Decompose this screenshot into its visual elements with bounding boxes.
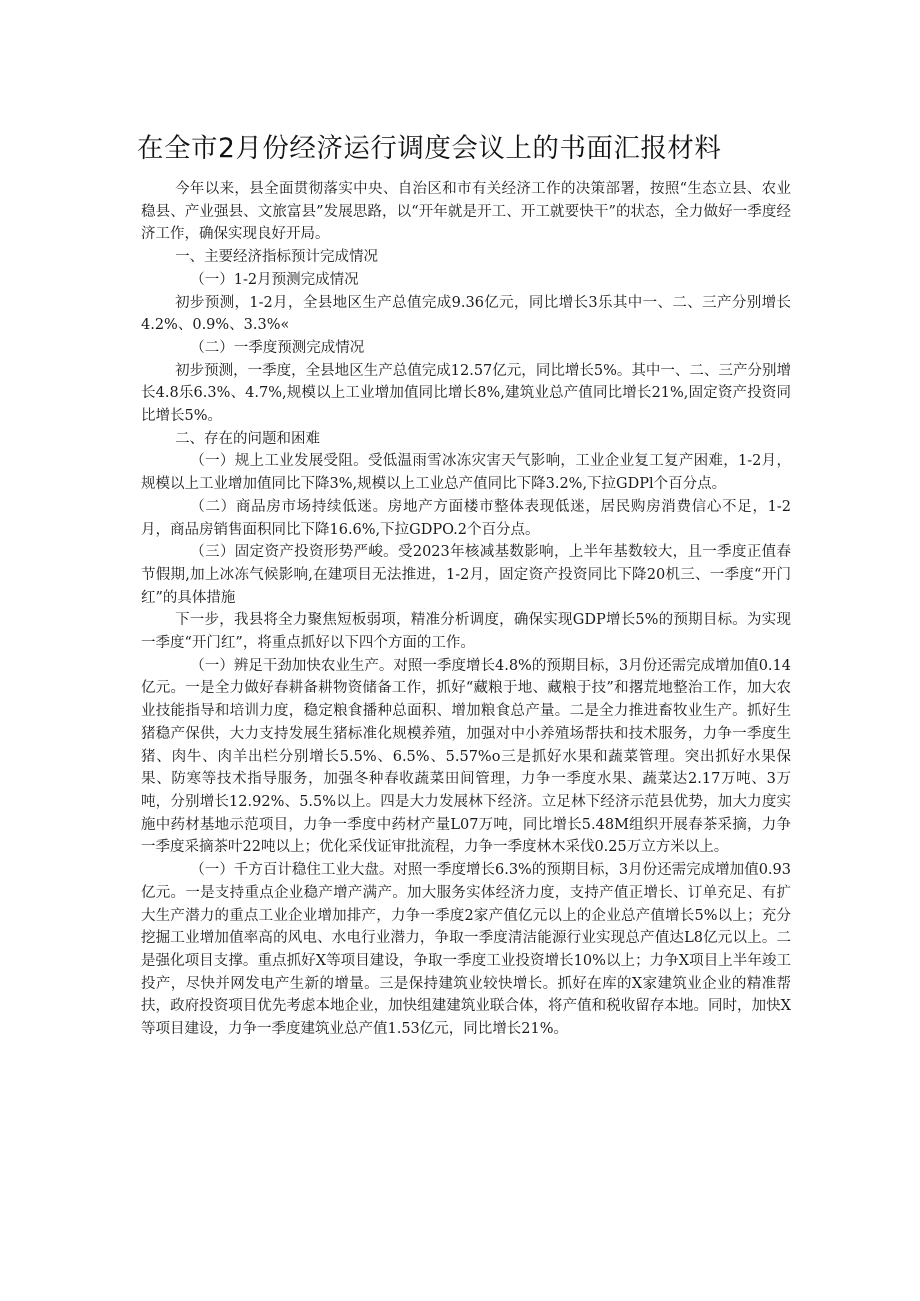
- body-paragraph: 下一步，我县将全力聚焦短板弱项，精准分析调度，确保实现GDP增长5%的预期目标。为实现一季度“开门红”，将重点抓好以下四个方面的工作。: [141, 612, 791, 652]
- body-paragraph: （三）固定资产投资形势严峻。受2023年核减基数影响，上半年基数较大，且一季度正值春节假期,加上冰冻气候影响,在建项目无法推进，1-2月，固定资产投资同比下降20机三、一季度“开门红”的具体措施: [141, 544, 791, 606]
- body-paragraph: （一）千方百计稳住工业大盘。对照一季度增长6.3%的预期目标，3月份还需完成增加值0.93亿元。一是支持重点企业稳产增产满产。加大服务实体经济力度，支持产值正增长、订单充足、有扩大生产潜力的重点工业企业增加排产，力争一季度2家产值亿元以上的企业总产值增长5%以上；充分挖掘工业增加值率高的风电、水电行业潜力，争取一季度清洁能源行业实现总产值达L8亿元以上。二是强化项目支撑。重点抓好X等项目建设，争取一季度工业投资增长10%以上；力争X项目上半年竣工投产，尽快并网发电产生新的增量。三是保持建筑业较快增长。抓好在库的X家建筑业企业的精准帮扶，政府投资项目优先考虑本地企业，加快组建建筑业联合体，将产值和税收留存本地。同时，加快X等项目建设，力争一季度建筑业总产值1.53亿元，同比增长21%。: [141, 862, 791, 1038]
- document-body: [141, 178, 791, 1041]
- intro-paragraph: 今年以来，县全面贯彻落实中央、自治区和市有关经济工作的决策部署，按照“生态立县、农业稳县、产业强县、文旅富县”发展思路，以“开年就是开工、开工就要快干”的状态，全力做好一季度经济工作，确保实现良好开局。: [141, 181, 791, 243]
- body-paragraph: （一）辨足干劲加快农业生产。对照一季度增长4.8%的预期目标，3月份还需完成增加值0.14亿元。一是全力做好春耕备耕物资储备工作，抓好“藏粮于地、藏粮于技”和撂荒地整治工作，加大农业技能指导和培训力度，稳定粮食播种总面积、增加粮食总产量。二是全力推进畜牧业生产。抓好生猪稳产保供，大力支持发展生猪标准化规模养殖，加强对中小养殖场帮扶和技术服务，力争一季度生猪、肉牛、肉羊出栏分别增长5.5%、6.5%、5.57%o三是抓好水果和蔬菜管理。突出抓好水果保果、防寒等技术指导服务，加强冬种春收蔬菜田间管理，力争一季度水果、蔬菜达2.17万吨、3万吨，分别增长12.92%、5.5%以上。四是大力发展林下经济。立足林下经济示范县优势，加大力度实施中药材基地示范项目，力争一季度中药材产量L07万吨，同比增长5.48M组织开展春茶采摘，力争一季度采摘茶叶22吨以上；优化采伐证审批流程，力争一季度林木采伐0.25万立方米以上。: [141, 657, 791, 856]
- section-heading-1: 一、主要经济指标预计完成情况: [175, 249, 379, 266]
- document-title: 在全市2月份经济运行调度会议上的书面汇报材料: [137, 133, 722, 164]
- body-paragraph: 初步预测，1-2月，全县地区生产总值完成9.36亿元，同比增长3乐其中一、二、三产分别增长4.2%、0.9%、3.3%«: [141, 294, 791, 334]
- body-paragraph: （二）商品房市场持续低迷。房地产方面楼市整体表现低迷，居民购房消费信心不足，1-2月，商品房销售面积同比下降16.6%,下拉GDPO.2个百分点。: [141, 498, 791, 538]
- body-paragraph: 初步预测，一季度，全县地区生产总值完成12.57亿元，同比增长5%。其中一、二、三产分别增长4.8乐6.3%、4.7%,规模以上工业增加值同比增长8%,建筑业总产值同比增长21%,固定资产投资同比增长5%。: [141, 362, 791, 425]
- subsection-heading-1-1: （一）1-2月预测完成情况: [190, 271, 359, 288]
- subsection-heading-1-2: （二）一季度预测完成情况: [190, 339, 365, 356]
- section-heading-2: 二、存在的问题和困难: [175, 430, 321, 447]
- body-paragraph: （一）规上工业发展受阻。受低温雨雪冰冻灾害天气影响，工业企业复工复产困难，1-2月，规模以上工业增加值同比下降3%,规模以上工业总产值同比下降3.2%,下拉GDPl个百分点。: [141, 453, 791, 493]
